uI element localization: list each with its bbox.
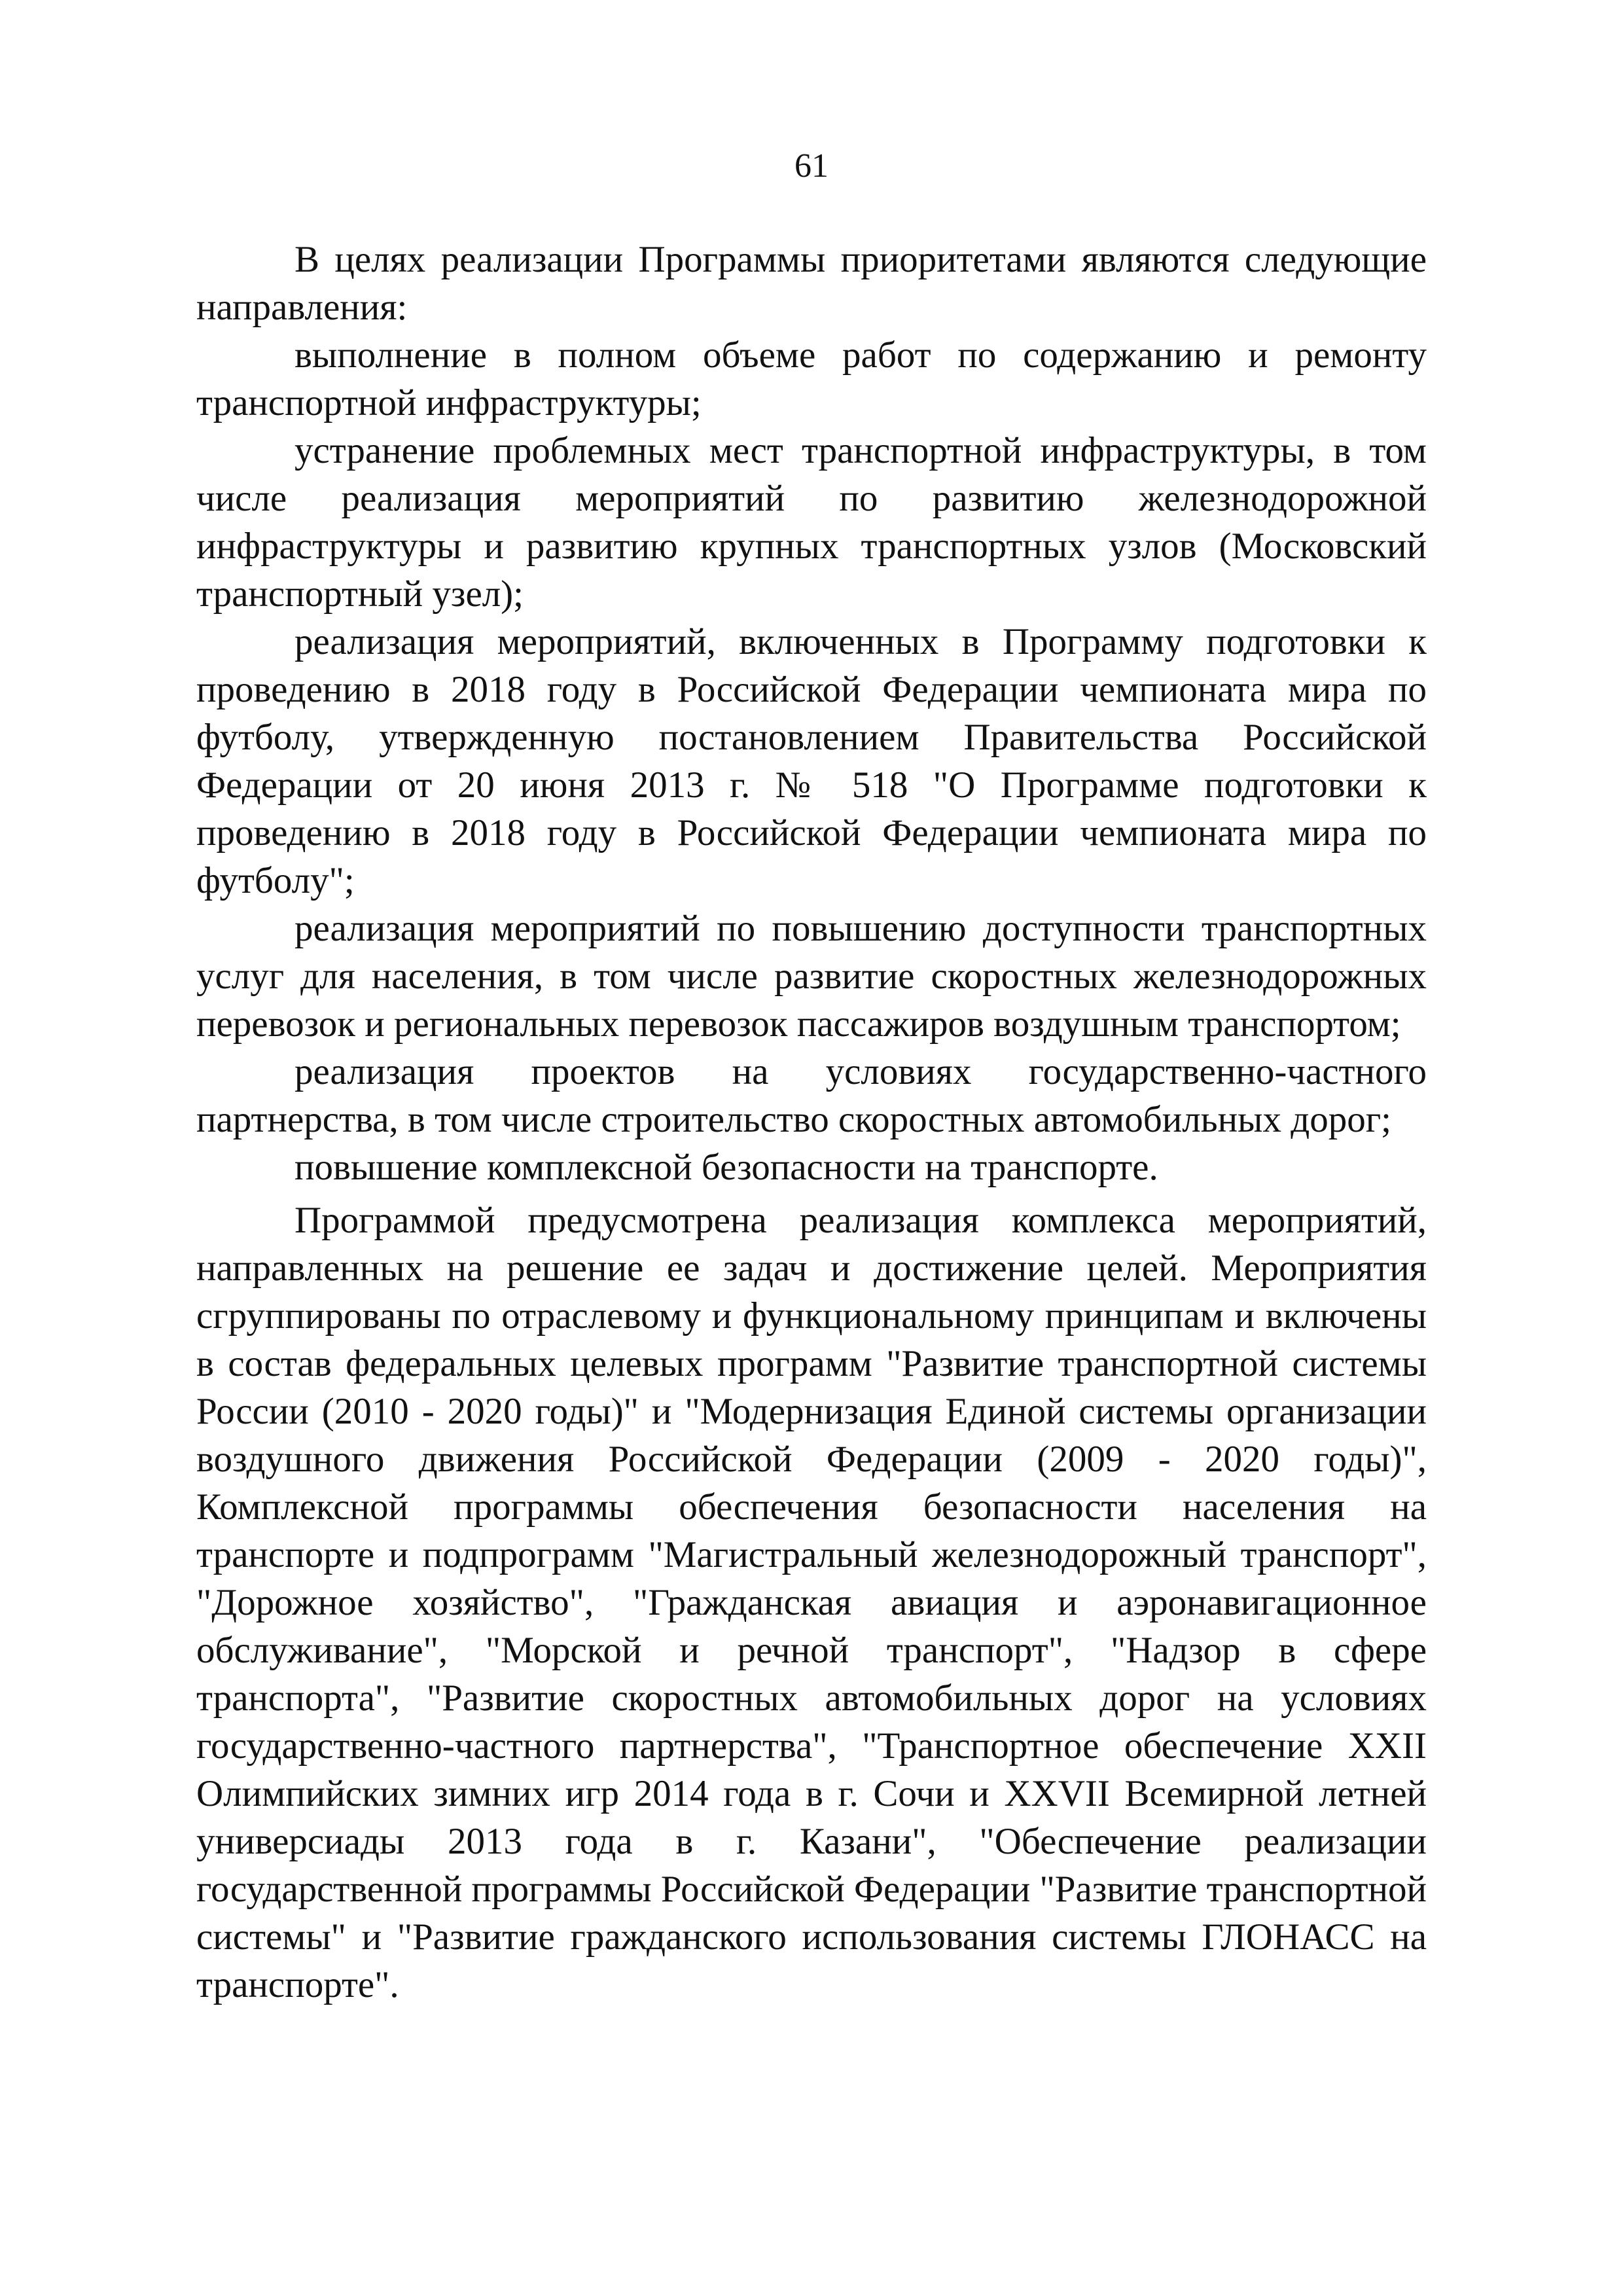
paragraph-bottlenecks: устранение проблемных мест транспортной инфраструктуры, в том числе реализация мероприятий по развитию железнодорожной инфраструктуры и развитию крупных транспортных узлов (Московский транспортный узел); [196,430,1427,615]
paragraph-safety: повышение комплексной безопасности на транспорте. [294,1147,1158,1188]
page-number: 61 [794,147,829,185]
document-body [196,236,1427,2009]
paragraph-accessibility: реализация мероприятий по повышению доступности транспортных услуг для населения, в том числе развитие скоростных железнодорожных перевозок и региональных перевозок пассажиров воздушным транспортом; [196,908,1427,1045]
paragraph-world-cup: реализация мероприятий, включенных в Программу подготовки к проведению в 2018 году в Российской Федерации чемпионата мира по футболу, утвержденную постановлением Правительства Российской Федерации от 20 июня 2013 г. № 518 "О Программе подготовки к проведению в 2018 году в Российской Федерации чемпионата мира по футболу"; [196,621,1427,901]
paragraph-ppp: реализация проектов на условиях государственно-частного партнерства, в том числе строительство скоростных автомобильных дорог; [196,1051,1427,1140]
paragraph-priorities-intro: В целях реализации Программы приоритетами являются следующие направления: [196,239,1427,328]
paragraph-program-measures: Программой предусмотрена реализация комплекса мероприятий, направленных на решение ее задач и достижение целей. Мероприятия сгруппированы по отраслевому и функциональному принципам и включены в состав федеральных целевых программ "Развитие транспортной системы России (2010 - 2020 годы)" и "Модернизация Единой системы организации воздушного движения Российской Федерации (2009 - 2020 годы)", Комплексной программы обеспечения безопасности населения на транспорте и подпрограмм "Магистральный железнодорожный транспорт", "Дорожное хозяйство", "Гражданская авиация и аэронавигационное обслуживание", "Морской и речной транспорт", "Надзор в сфере транспорта", "Развитие скоростных автомобильных дорог на условиях государственно-частного партнерства", "Транспортное обеспечение XXII Олимпийских зимних игр 2014 года в г. Сочи и XXVII Всемирной летней универсиады 2013 года в г. Казани", "Обеспечение реализации государственной программы Российской Федерации "Развитие транспортной системы" и "Развитие гражданского использования системы ГЛОНАСС на транспорте". [196,1200,1427,2005]
paragraph-maintenance: выполнение в полном объеме работ по содержанию и ремонту транспортной инфраструктуры; [196,334,1427,423]
